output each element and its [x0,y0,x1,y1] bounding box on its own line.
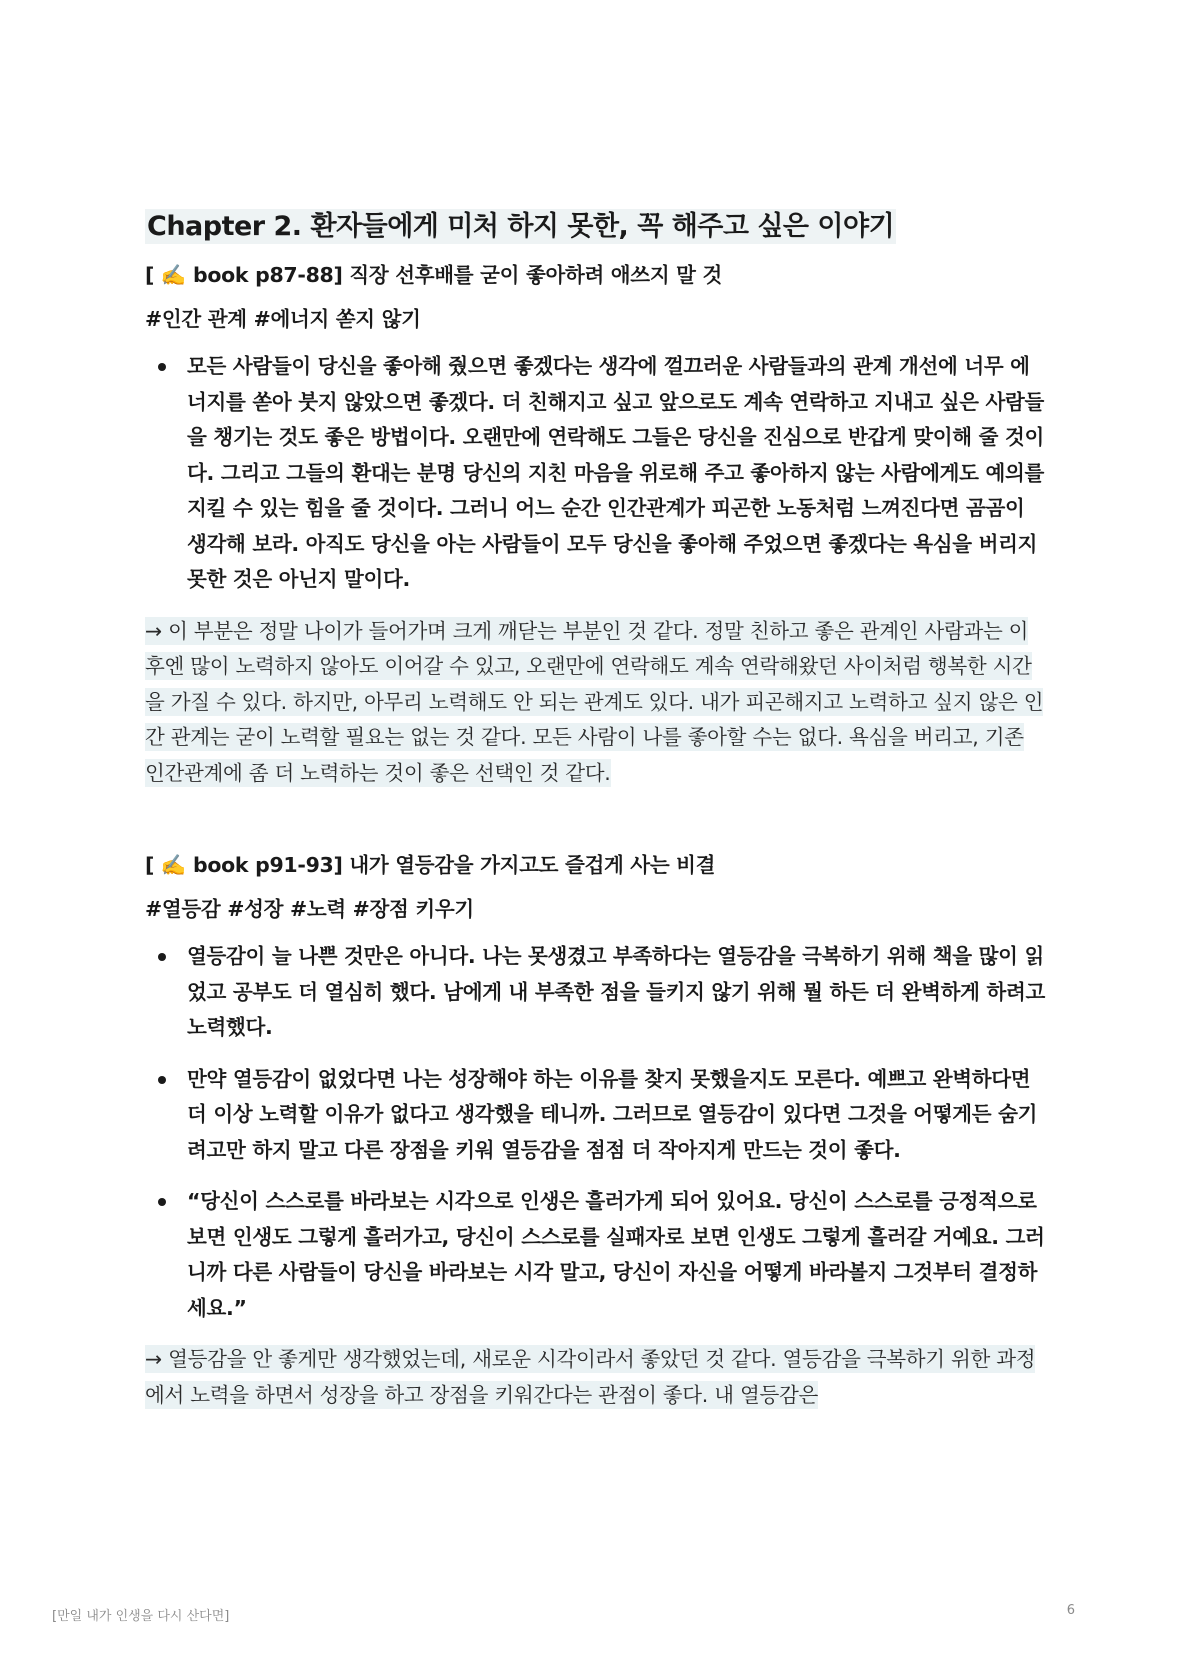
section-1 [145,259,1045,791]
bullet-text: 만약 열등감이 없었다면 나는 성장해야 하는 이유를 찾지 못했을지도 모른다. 예쁘고 완벽하다면 더 이상 노력할 이유가 없다고 생각했을 테니까. 그러므로 열등감이 있다면 그것을 어떻게든 숨기려고만 하지 말고 다른 장점을 키워 열등감을 점점 더 작아지게 만드는 것이 좋다. [187,1066,1038,1162]
bullet-dot-icon [158,1076,166,1084]
section-tags: #인간 관계 #에너지 쏟지 않기 [145,307,421,331]
section-spacer [145,791,1045,849]
section-heading: [ ✍️ book p87-88] 직장 선후배를 굳이 좋아하려 애쓰지 말 것 [145,263,722,287]
bullet-item [145,349,1045,598]
footer-page-number: 6 [1066,1603,1075,1618]
bullet-dot-icon [158,363,166,371]
reflection-note [145,614,1045,792]
chapter-title: Chapter 2. 환자들에게 미처 하지 못한, 꼭 해주고 싶은 이야기 [147,211,895,242]
page-content [145,205,1045,1413]
reflection-text: → 이 부분은 정말 나이가 들어가며 크게 깨닫는 부분인 것 같다. 정말 친하고 좋은 관계인 사람과는 이후엔 많이 노력하지 않아도 이어갈 수 있고, 오랜만에 연락해도 계속 연락해왔던 사이처럼 행복한 시간을 가질 수 있다. 하지만, 아무리 노력해도 안 되는 관계도 있다. 내가 피곤해지고 노력하고 싶지 않은 인간 관계는 굳이 노력할 필요는 없는 것 같다. 모든 사람이 나를 좋아할 수는 없다. 욕심을 버리고, 기존 인간관계에 좀 더 노력하는 것이 좋은 선택인 것 같다. [145,618,1044,785]
bullet-dot-icon [158,1198,166,1206]
bullet-list [145,349,1045,598]
bullet-text: 모든 사람들이 당신을 좋아해 줬으면 좋겠다는 생각에 껄끄러운 사람들과의 관계 개선에 너무 에너지를 쏟아 붓지 않았으면 좋겠다. 더 친해지고 싶고 앞으로도 계속 연락하고 지내고 싶은 사람들을 챙기는 것도 좋은 방법이다. 오랜만에 연락해도 그들은 당신을 진심으로 반갑게 맞이해 줄 것이다. 그리고 그들의 환대는 분명 당신의 지친 마음을 위로해 주고 좋아하지 않는 사람에게도 예의를 지킬 수 있는 힘을 줄 것이다. 그러니 어느 순간 인간관계가 피곤한 노동처럼 느껴진다면 곰곰이 생각해 보라. 아직도 당신을 아는 사람들이 모두 당신을 좋아해 주었으면 좋겠다는 욕심을 버리지 못한 것은 아닌지 말이다. [187,354,1044,591]
section-tags: #열등감 #성장 #노력 #장점 키우기 [145,897,474,921]
section-heading: [ ✍️ book p91-93] 내가 열등감을 가지고도 즐겁게 사는 비결 [145,853,716,877]
bullet-text: “당신이 스스로를 바라보는 시각으로 인생은 흘러가게 되어 있어요. 당신이 스스로를 긍정적으로 보면 인생도 그렇게 흘러가고, 당신이 스스로를 실패자로 보면 인생도 그렇게 흘러갈 거예요. 그러니까 다른 사람들이 당신을 바라보는 시각 말고, 당신이 자신을 어떻게 바라볼지 그것부터 결정하세요.” [187,1189,1045,1320]
bullet-dot-icon [158,953,166,961]
bullet-item [145,939,1045,1046]
bullet-list [145,939,1045,1326]
bullet-item [145,1184,1045,1326]
reflection-note [145,1342,1045,1413]
section-2 [145,849,1045,1413]
footer-book-title: [만일 내가 인생을 다시 산다면] [52,1609,230,1624]
chapter-heading-wrap [145,205,1045,249]
bullet-text: 열등감이 늘 나쁜 것만은 아니다. 나는 못생겼고 부족하다는 열등감을 극복하기 위해 책을 많이 읽었고 공부도 더 열심히 했다. 남에게 내 부족한 점을 들키지 않기 위해 뭘 하든 더 완벽하게 하려고 노력했다. [187,944,1045,1039]
reflection-text: → 열등감을 안 좋게만 생각했었는데, 새로운 시각이라서 좋았던 것 같다. 열등감을 극복하기 위한 과정에서 노력을 하면서 성장을 하고 장점을 키워간다는 관점이 좋다. 내 열등감은 [145,1347,1036,1407]
bullet-item [145,1062,1045,1169]
